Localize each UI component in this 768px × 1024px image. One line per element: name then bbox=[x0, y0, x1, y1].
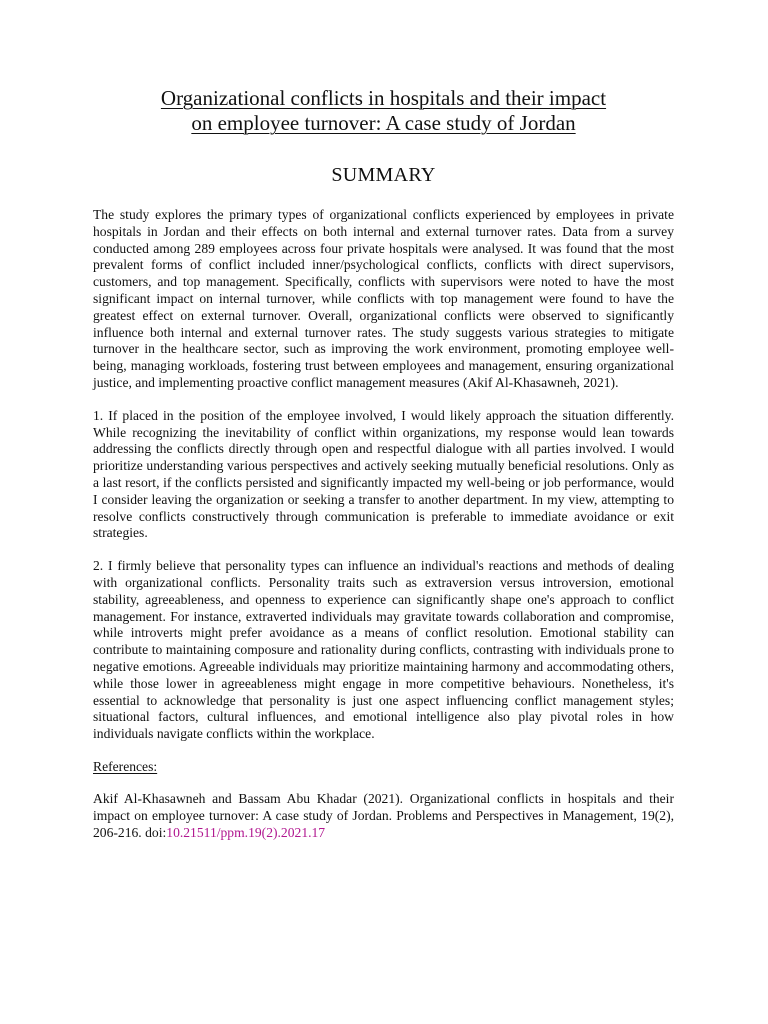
answer-1-paragraph: 1. If placed in the position of the employee involved, I would likely approach the situation differently. While recognizing the inevitability of conflict within organizations, my response would lean towards addressing the conflicts directly through open and respectful dialogue with all parties involved. I would prioritize understanding various perspectives and actively seeking mutually beneficial resolutions. Only as a last resort, if the conflicts persisted and significantly impacted my well-being or job performance, would I consider leaving the organization or seeking a transfer to another department. In my view, attempting to resolve conflicts constructively through communication is preferable to immediate avoidance or exit strategies. bbox=[93, 407, 674, 541]
section-heading: SUMMARY bbox=[331, 164, 436, 186]
reference-text: Akif Al-Khasawneh and Bassam Abu Khadar (2021). Organizational conflicts in hospitals and their impact on employee turnover: A case study of Jordan. Problems and Perspectives in Management, 19(2), 206-216. doi: bbox=[93, 790, 674, 840]
answer-2-paragraph: 2. I firmly believe that personality types can influence an individual's reactions and methods of dealing with organizational conflicts. Personality traits such as extraversion versus introversion, emotional stability, agreeableness, and openness to experience can significantly shape one's approach to conflict management. For instance, extraverted individuals may gravitate towards collaboration and compromise, while introverts might prefer avoidance as a means of conflict resolution. Emotional stability can contribute to maintaining composure and rationality during conflicts, contrasting with individuals prone to negative emotions. Agreeable individuals may prioritize maintaining harmony and accommodating others, while those lower in agreeableness might engage in more competitive behaviours. Nonetheless, it's essential to acknowledge that personality is just one aspect influencing conflict management styles; situational factors, cultural influences, and emotional intelligence also play pivotal roles in how individuals navigate conflicts within the workplace. bbox=[93, 558, 674, 742]
document-title bbox=[73, 86, 694, 136]
title-line-1: Organizational conflicts in hospitals and their impact bbox=[160, 86, 607, 110]
references-heading: References: bbox=[93, 758, 158, 774]
title-line-2: on employee turnover: A case study of Jordan bbox=[191, 111, 576, 135]
doi-link[interactable]: 10.21511/ppm.19(2).2021.17 bbox=[166, 824, 326, 840]
document-page bbox=[93, 86, 674, 841]
reference-entry bbox=[93, 791, 674, 841]
summary-paragraph: The study explores the primary types of organizational conflicts experienced by employees in private hospitals in Jordan and their effects on both internal and external turnover rates. Data from a survey conducted among 289 employees across four private hospitals were analysed. It was found that the most prevalent forms of conflict included inner/psychological conflicts, conflicts with direct supervisors, customers, and top management. Specifically, conflicts with supervisors were noted to have the most significant impact on internal turnover, while conflicts with top management were found to have the greatest effect on external turnover. Overall, organizational conflicts were observed to significantly influence both internal and external turnover rates. The study suggests various strategies to mitigate turnover in the healthcare sector, such as improving the work environment, promoting employee well-being, managing workloads, fostering trust between employees and management, ensuring organizational justice, and implementing proactive conflict management measures (Akif Al-Khasawneh, 2021). bbox=[93, 207, 674, 390]
